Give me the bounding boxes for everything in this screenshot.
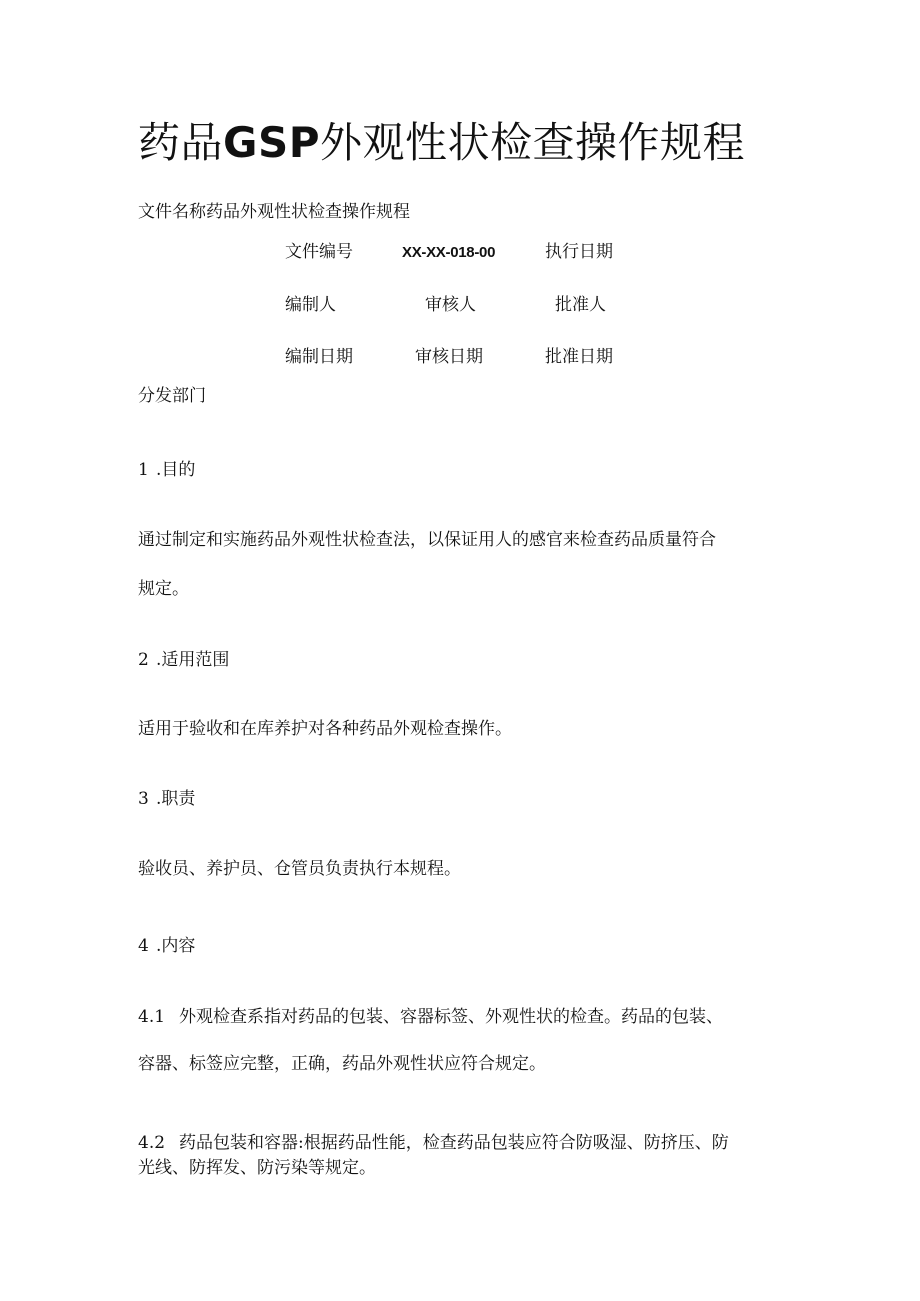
section-1-body-line-1: 通过制定和实施药品外观性状检查法，以保证用人的感官来检查药品质量符合 [138, 530, 716, 550]
section-4-heading [138, 936, 195, 956]
exec-date-label: 执行日期 [545, 242, 613, 262]
paragraph-4-2-number: 4.2 [138, 1133, 166, 1153]
title-prefix: 药品 [138, 118, 224, 167]
section-3-heading [138, 789, 195, 809]
section-2-body: 适用于验收和在库养护对各种药品外观检查操作。 [138, 719, 512, 739]
paragraph-4-1-number: 4.1 [138, 1007, 166, 1027]
section-2-number: 2 [138, 650, 149, 670]
section-1-number: 1 [138, 460, 149, 480]
section-1-body-line-2: 规定。 [138, 579, 189, 599]
file-no-value: XX-XX-018-00 [402, 244, 496, 261]
section-3-title: .职责 [156, 789, 196, 809]
document-title [138, 118, 745, 168]
paragraph-4-1-line-1 [138, 1007, 723, 1027]
approve-date-label: 批准日期 [545, 347, 613, 367]
file-no-label: 文件编号 [285, 242, 353, 262]
review-date-label: 审核日期 [415, 347, 483, 367]
section-3-number: 3 [138, 789, 149, 809]
dept-label: 分发部门 [138, 386, 206, 406]
section-3-body: 验收员、养护员、仓管员负责执行本规程。 [138, 859, 461, 879]
prep-date-label: 编制日期 [285, 347, 353, 367]
section-4-number: 4 [138, 936, 149, 956]
file-name-line: 文件名称药品外观性状检查操作规程 [138, 202, 410, 222]
paragraph-4-1-text: 外观检查系指对药品的包装、容器标签、外观性状的检查。药品的包装、 [179, 1007, 723, 1027]
paragraph-4-1-line-2: 容器、标签应完整，正确，药品外观性状应符合规定。 [138, 1054, 546, 1074]
approver-label: 批准人 [555, 295, 606, 315]
paragraph-4-2-line-1 [138, 1133, 729, 1153]
paragraph-4-2-line-2: 光线、防挥发、防污染等规定。 [138, 1158, 376, 1178]
section-4-title: .内容 [156, 936, 196, 956]
reviewer-label: 审核人 [425, 295, 476, 315]
paragraph-4-2-text: 药品包装和容器:根据药品性能，检查药品包装应符合防吸湿、防挤压、防 [179, 1133, 729, 1153]
preparer-label: 编制人 [285, 295, 336, 315]
section-1-heading [138, 460, 195, 480]
section-2-heading [138, 650, 229, 670]
title-latin: GSP [223, 118, 321, 167]
title-suffix: 外观性状检查操作规程 [320, 118, 746, 167]
section-1-title: .目的 [156, 460, 196, 480]
section-2-title: .适用范围 [156, 650, 230, 670]
